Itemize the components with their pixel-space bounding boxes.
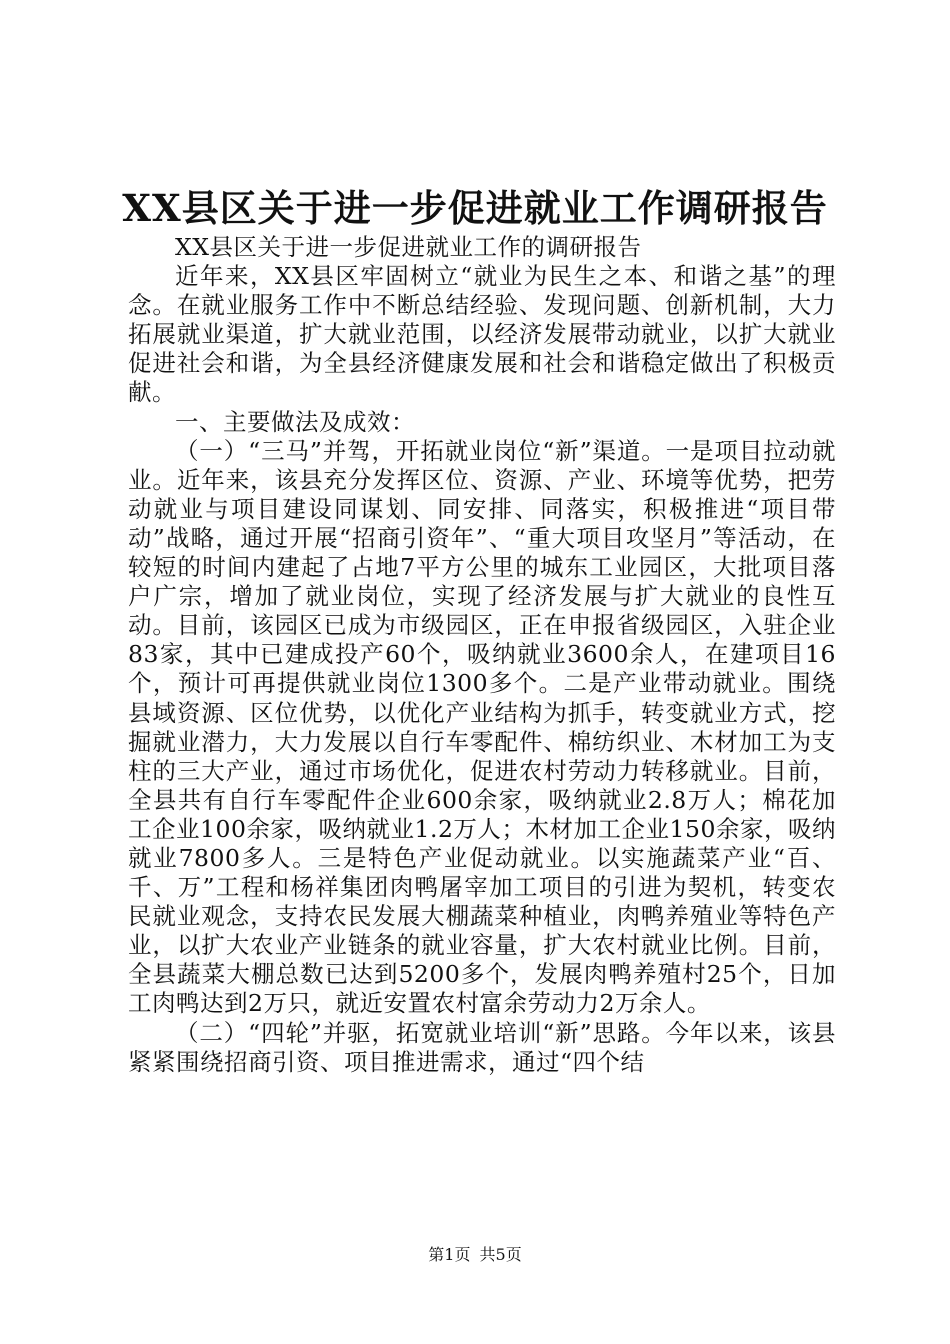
document-title: XX县区关于进一步促进就业工作调研报告: [122, 186, 828, 230]
intro-paragraph: 近年来，XX县区牢固树立“就业为民生之本、和谐之基”的理念。在就业服务工作中不断总结经验、发现问题、创新机制，大力拓展就业渠道，扩大就业范围，以经济发展带动就业，以扩大就业促进社会和谐，为全县经济健康发展和社会和谐稳定做出了积极贡献。: [128, 262, 836, 407]
section-heading: 一、主要做法及成效：: [175, 407, 415, 436]
document-body: [128, 233, 836, 1077]
page-footer: 第1页 共5页: [428, 1245, 522, 1264]
section-1-paragraph: （一）“三马”并驾，开拓就业岗位“新”渠道。一是项目拉动就业。近年来，该县充分发挥区位、资源、产业、环境等优势，把劳动就业与项目建设同谋划、同安排、同落实，积极推进“项目带动”战略，通过开展“招商引资年”、“重大项目攻坚月”等活动，在较短的时间内建起了占地7平方公里的城东工业园区，大批项目落户广宗，增加了就业岗位，实现了经济发展与扩大就业的良性互动。目前，该园区已成为市级园区，正在申报省级园区，入驻企业83家，其中已建成投产60个，吸纳就业3600余人，在建项目16个，预计可再提供就业岗位1300多个。二是产业带动就业。围绕县域资源、区位优势，以优化产业结构为抓手，转变就业方式，挖掘就业潜力，大力发展以自行车零配件、棉纺织业、木材加工为支柱的三大产业，通过市场优化，促进农村劳动力转移就业。目前，全县共有自行车零配件企业600余家，吸纳就业2.8万人；棉花加工企业100余家，吸纳就业1.2万人；木材加工企业150余家，吸纳就业7800多人。三是特色产业促动就业。以实施蔬菜产业“百、千、万”工程和杨祥集团肉鸭屠宰加工项目的引进为契机，转变农民就业观念，支持农民发展大棚蔬菜种植业，肉鸭养殖业等特色产业，以扩大农业产业链条的就业容量，扩大农村就业比例。目前，全县蔬菜大棚总数已达到5200多个，发展肉鸭养殖村25个，日加工肉鸭达到2万只，就近安置农村富余劳动力2万余人。: [128, 436, 836, 1018]
document-subtitle: XX县区关于进一步促进就业工作的调研报告: [175, 233, 642, 261]
section-2-paragraph: （二）“四轮”并驱，拓宽就业培训“新”思路。今年以来，该县紧紧围绕招商引资、项目推进需求，通过“四个结: [128, 1018, 836, 1076]
